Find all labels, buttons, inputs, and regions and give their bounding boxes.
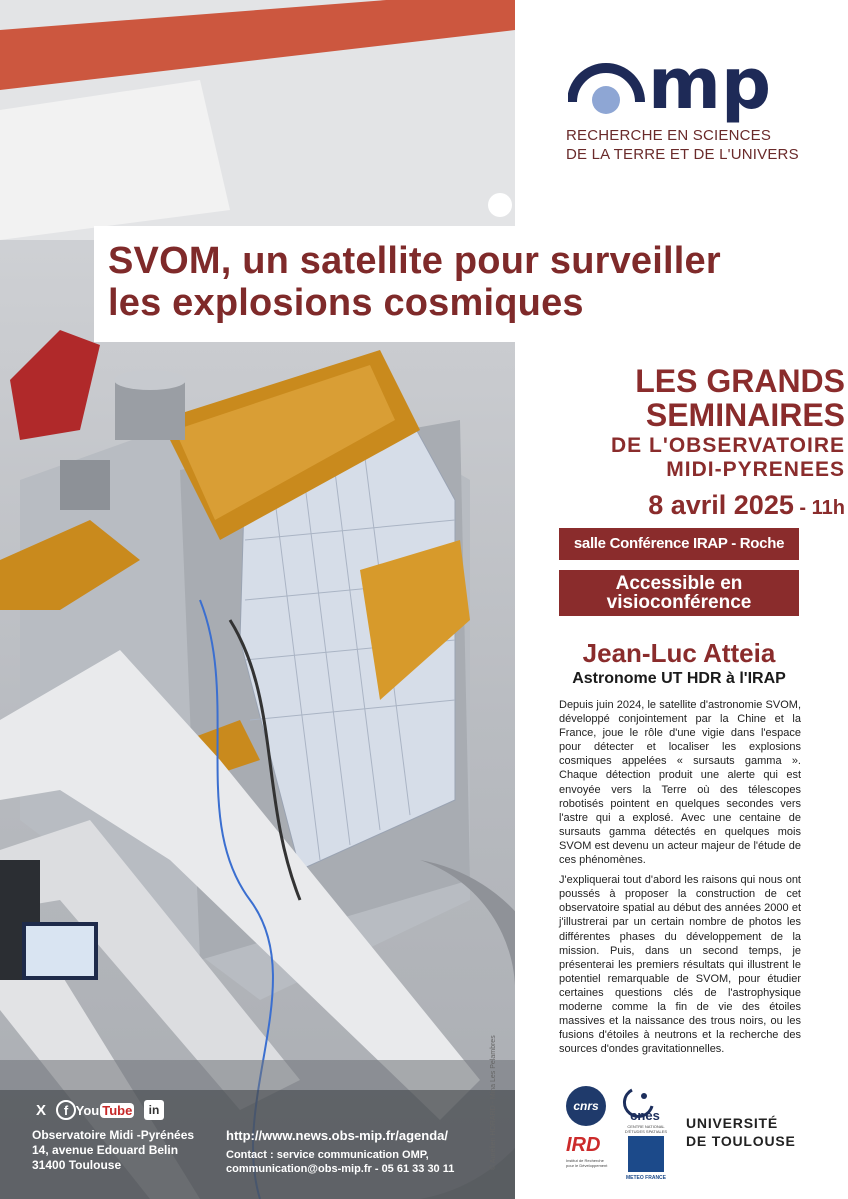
footer-contact bbox=[226, 1148, 454, 1176]
meteo-france-label: METEO FRANCE bbox=[626, 1175, 666, 1181]
event-room-badge: salle Conférence IRAP - Roche bbox=[559, 528, 799, 560]
title-line-1: SVOM, un satellite pour surveiller bbox=[108, 240, 721, 282]
speaker-name: Jean-Luc Atteia bbox=[582, 638, 776, 668]
photo-credit: © Aurélien HORARD - Mina Les Pelambres bbox=[490, 1035, 497, 1170]
title-banner bbox=[94, 226, 816, 342]
linkedin-icon[interactable]: in bbox=[144, 1100, 164, 1120]
contact-line-2[interactable]: communication@obs-mip.fr - 05 61 33 30 11 bbox=[226, 1163, 455, 1175]
series-line-2: SEMINAIRES bbox=[645, 397, 845, 433]
ut-line-2: DE TOULOUSE bbox=[686, 1133, 796, 1149]
speaker-affiliation: Astronome UT HDR à l'IRAP bbox=[572, 670, 786, 687]
event-time: - 11h bbox=[793, 497, 845, 519]
abstract bbox=[559, 698, 801, 1056]
youtube-label-tube: Tube bbox=[102, 1102, 133, 1118]
footer-street: 14, avenue Edouard Belin bbox=[32, 1143, 179, 1157]
universite-toulouse-logo bbox=[686, 1114, 796, 1150]
agenda-link[interactable]: http://www.news.obs-mip.fr/agenda/ bbox=[226, 1128, 448, 1143]
series-line-1: LES GRANDS bbox=[635, 363, 845, 399]
ird-logo: IRD bbox=[566, 1134, 601, 1156]
ut-line-1: UNIVERSITÉ bbox=[686, 1115, 779, 1131]
omp-tagline-line-1: RECHERCHE EN SCIENCES bbox=[566, 127, 772, 144]
footer-org: Observatoire Midi -Pyrénées bbox=[32, 1128, 195, 1142]
series-heading bbox=[559, 364, 845, 432]
omp-logo bbox=[560, 60, 810, 170]
x-icon[interactable]: X bbox=[35, 1101, 46, 1119]
page-title bbox=[108, 240, 721, 324]
series-subheading bbox=[559, 434, 845, 482]
visio-badge bbox=[559, 570, 799, 616]
event-date-value: 8 avril 2025 bbox=[648, 490, 794, 520]
visio-line-2: visioconférence bbox=[606, 592, 752, 613]
youtube-label-you: You bbox=[75, 1102, 100, 1118]
svg-text:mp: mp bbox=[648, 60, 772, 125]
footer-city: 31400 Toulouse bbox=[32, 1158, 122, 1172]
cnes-logo: cnes bbox=[630, 1108, 660, 1123]
abstract-paragraph-2: J'expliquerai tout d'abord les raisons qui nous ont poussés à proposer la construction de cet observatoire spatial au début des années 2000 et j'illustrerai par un certain nombre de photos les différentes phases du développement de la mission. Puis, dans un second temps, je présenterai les premiers résultats qui illustrent le potentiel remarquable de SVOM, pour étudier certaines questions clés de l'astrophysique moderne comme la fin de vie des étoiles massives et la naissance des trous noirs, ou les fusions d'étoiles à neutrons et la recherche des sources d'ondes gravitationnelles. bbox=[559, 874, 801, 1056]
omp-tagline-line-2: DE LA TERRE ET DE L'UNIVERS bbox=[566, 146, 799, 163]
footer-address bbox=[32, 1128, 194, 1173]
ird-subtitle: Institut de Recherche pour le Développement bbox=[566, 1158, 608, 1168]
contact-line-1: Contact : service communication OMP, bbox=[226, 1149, 429, 1161]
series-line-3: DE L'OBSERVATOIRE bbox=[611, 434, 845, 457]
event-date bbox=[559, 490, 845, 521]
omp-tagline bbox=[566, 126, 799, 164]
series-line-4: MIDI-PYRENEES bbox=[666, 458, 845, 481]
cnes-subtitle: CENTRE NATIONAL D'ÉTUDES SPATIALES bbox=[624, 1124, 668, 1134]
title-line-2: les explosions cosmiques bbox=[108, 282, 584, 324]
event-info-column bbox=[515, 342, 848, 1199]
partner-logos bbox=[560, 1078, 810, 1181]
visio-line-1: Accessible en bbox=[615, 573, 743, 594]
omp-logo-mark bbox=[568, 60, 808, 132]
youtube-icon[interactable] bbox=[75, 1100, 133, 1120]
cnrs-logo: cnrs bbox=[566, 1086, 606, 1126]
social-links bbox=[32, 1100, 164, 1120]
abstract-paragraph-1: Depuis juin 2024, le satellite d'astronomie SVOM, développé conjointement par la Chine et la France, joue le rôle d'une vigie dans l'espace pour détecter et localiser les explosions cosmiques appelées « sursauts gamma ». Chaque détection produit une alerte qui est envoyée vers la Terre où des télescopes robotisés pointent en quelques secondes vers l'astre qui a explosé. Avec une centaine de sursauts gamma détectés en quelques mois SVOM est devenu un acteur majeur de l'étude de ces phénomènes. bbox=[559, 699, 801, 867]
facebook-icon[interactable]: f bbox=[56, 1100, 76, 1120]
meteo-france-logo bbox=[628, 1136, 664, 1172]
